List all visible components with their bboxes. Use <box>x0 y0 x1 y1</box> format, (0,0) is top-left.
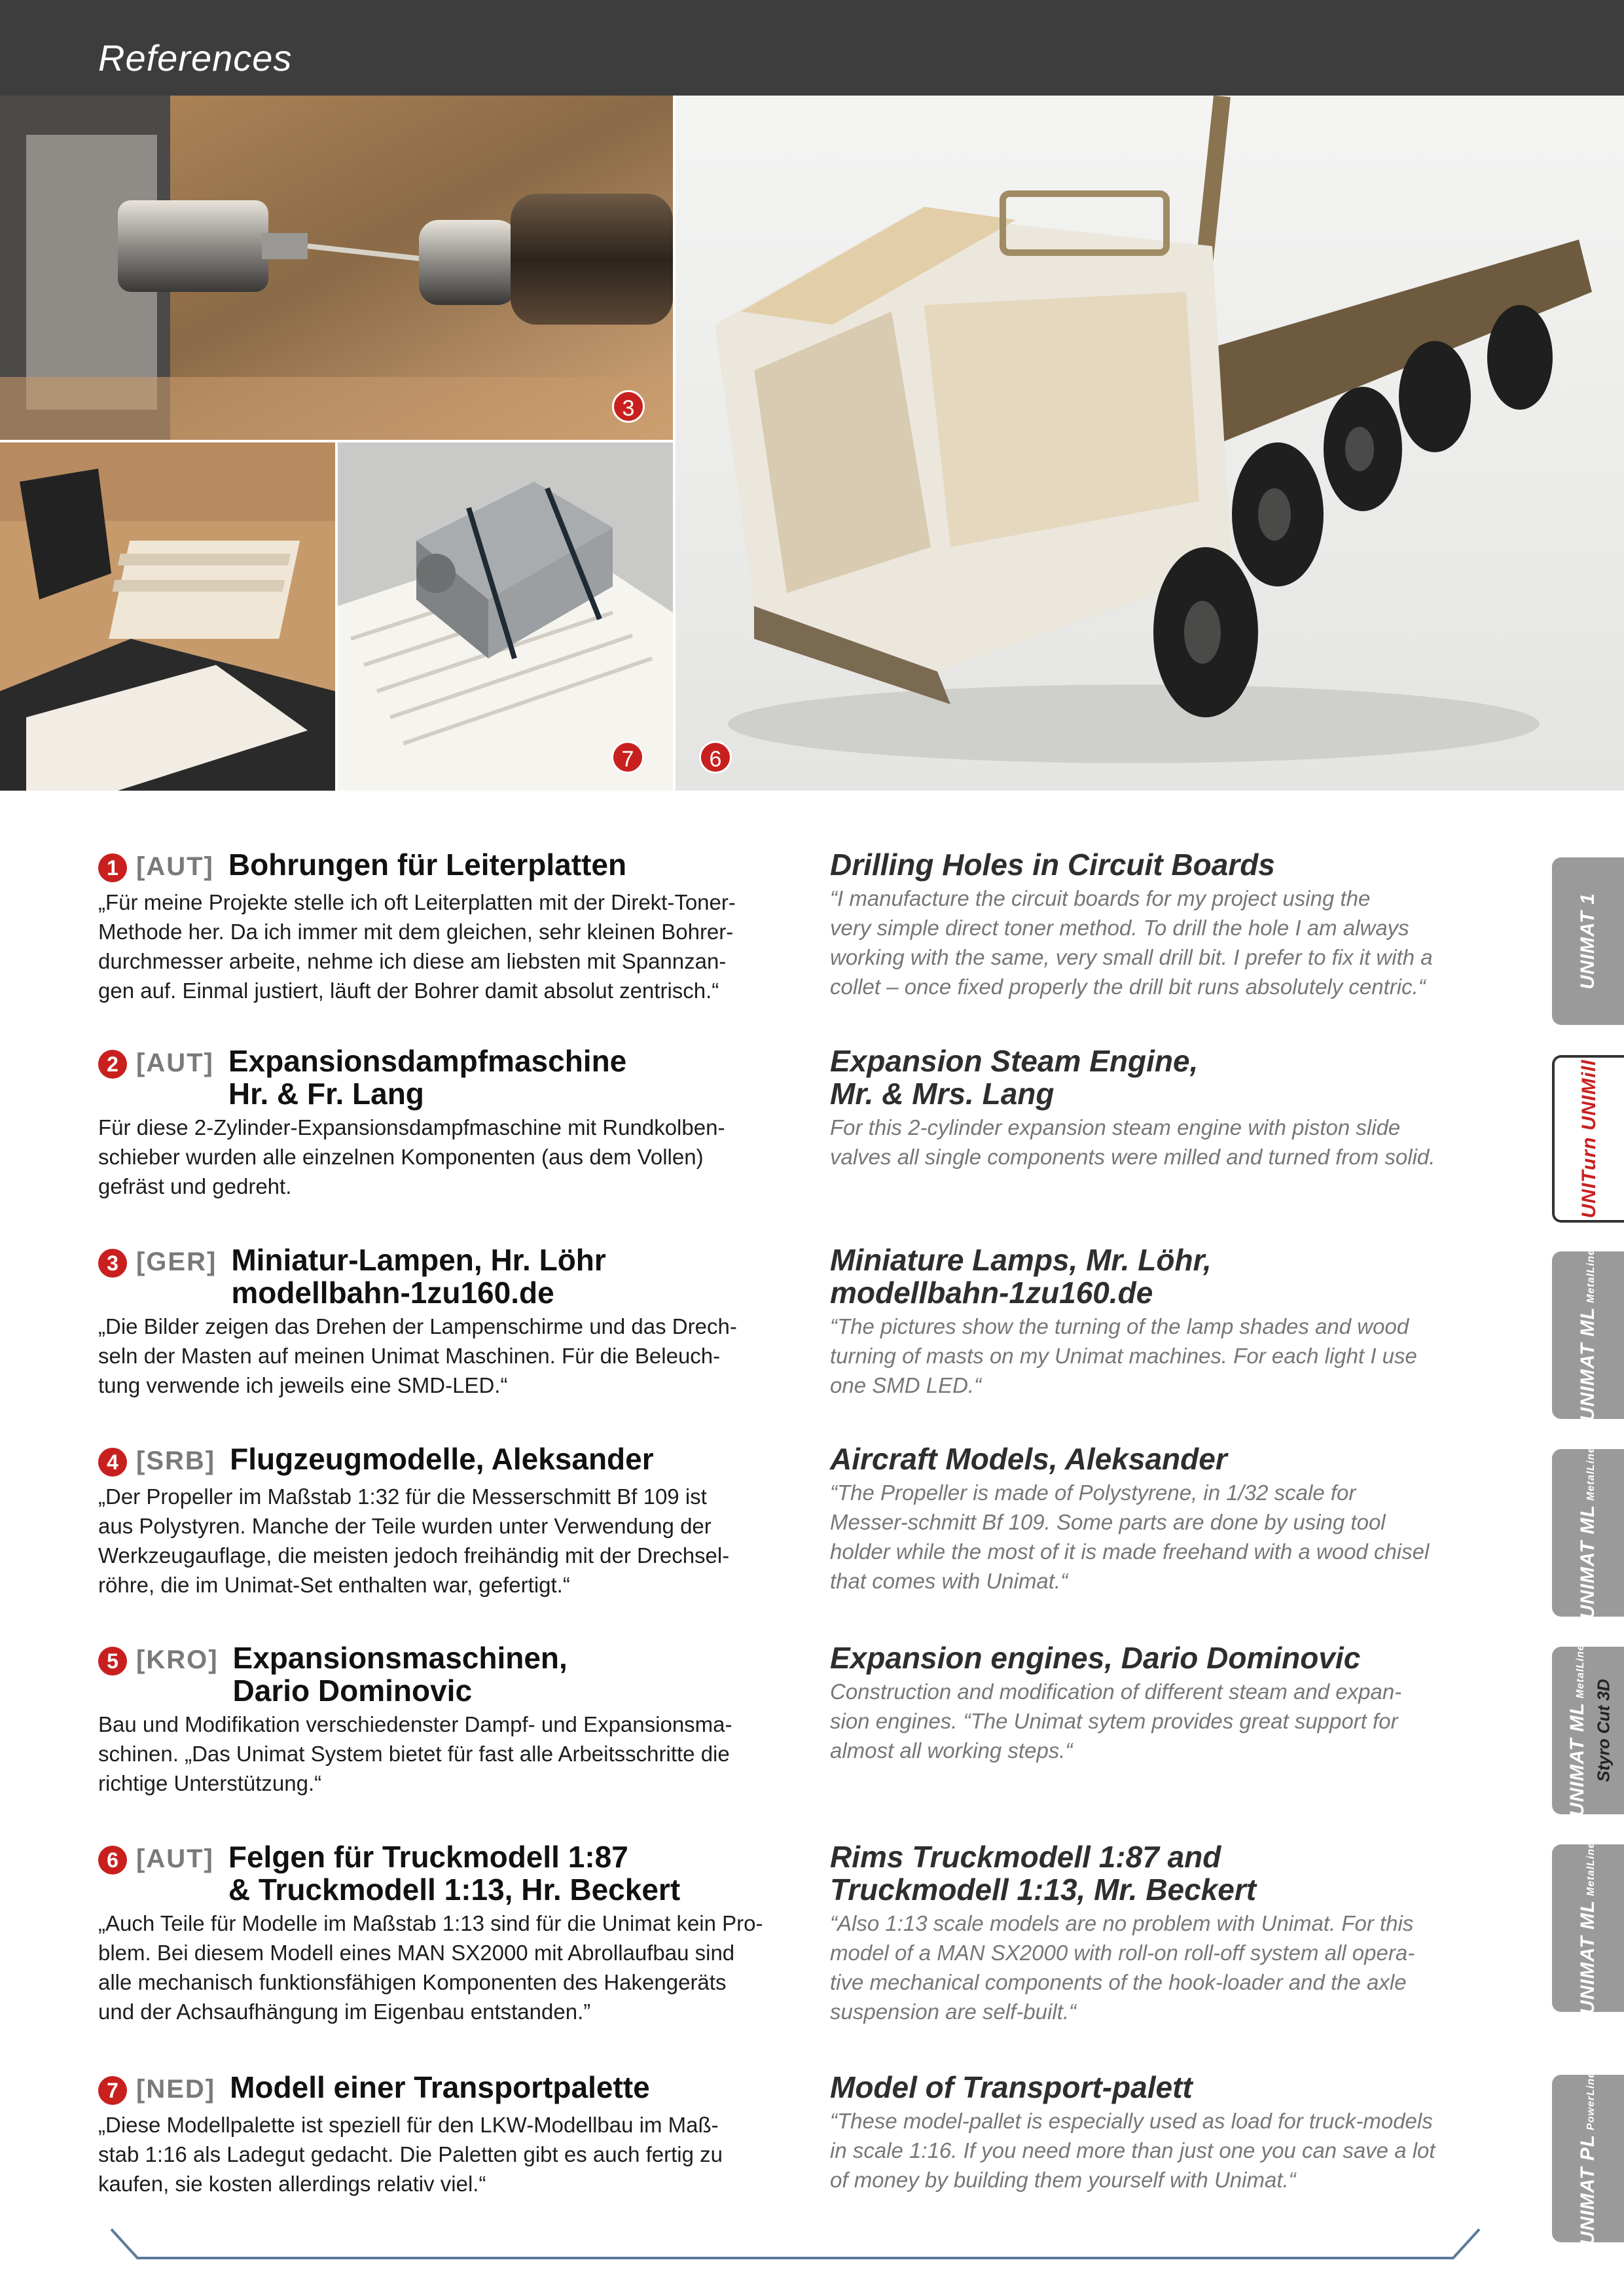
entry-title-de: Flugzeugmodelle, Aleksander <box>230 1442 654 1476</box>
photo-transport-pallet <box>338 442 673 791</box>
photo-pallet-saw <box>0 442 335 791</box>
entry-title-en: Rims Truckmodell 1:87 and Truckmodell 1:13, Mr. Beckert <box>830 1840 1257 1907</box>
entry-text-de: „Die Bilder zeigen das Drehen der Lampenschirme und das Drech- seln der Masten auf meinen Unimat Maschinen. Für die Beleuch- tung verwende ich jeweils eine SMD-LED.“ <box>98 1314 737 1397</box>
country-code: [NED] <box>136 2075 216 2104</box>
entry-text-en: “These model-pallet is especially used as load for truck-models in scale 1:16. If you need more than just one you can save a lot of money by building them yourself with Unimat.“ <box>830 2109 1435 2192</box>
entry-en-6 <box>830 1840 1504 2026</box>
tab-unimat-ml-3[interactable]: UNIMAT MLMetalLine <box>1552 1844 1624 2012</box>
tab-unimat-ml-1[interactable]: UNIMAT MLMetalLine <box>1552 1251 1624 1419</box>
entry-title-en: Expansion engines, Dario Dominovic <box>830 1641 1361 1675</box>
entry-number: 1 <box>98 853 127 882</box>
country-code: [AUT] <box>136 1049 214 1077</box>
entry-title-de: Felgen für Truckmodell 1:87 & Truckmodell 1:13, Hr. Beckert <box>228 1840 681 1907</box>
entry-de-5 <box>98 1641 818 1798</box>
entry-text-de: „Diese Modellpalette ist speziell für den LKW-Modellbau im Maß- stab 1:16 als Ladegut gedacht. Die Paletten gibt es auch fertig zu kaufen, sie kosten allerdings relativ viel.“ <box>98 2113 723 2196</box>
entry-text-de: „Auch Teile für Modelle im Maßstab 1:13 sind für die Unimat kein Pro- blem. Bei diesem Modell eines MAN SX2000 mit Abrollaufbau sind alle mechanisch funktionsfähigen Komponenten des Hakengeräts und der Achsaufhängung im Eigenbau entstanden.” <box>98 1911 763 2024</box>
entry-text-de: Bau und Modifikation verschiedenster Dampf- und Expansionsma- schinen. „Das Unimat System bietet für fast alle Arbeitsschritte die richtige Unterstützung.“ <box>98 1712 732 1795</box>
entry-text-de: „Der Propeller im Maßstab 1:32 für die Messerschmitt Bf 109 ist aus Polystyren. Manche der Teile wurden unter Verwendung der Werkzeugauflage, die meisten jedoch freihändig mit der Drechsel- röhre, die im Unimat-Set enthalten war, gefertigt.“ <box>98 1484 730 1597</box>
entry-title-en: Drilling Holes in Circuit Boards <box>830 848 1275 882</box>
entry-text-en: “Also 1:13 scale models are no problem with Unimat. For this model of a MAN SX2000 with roll-on roll-off system all opera- tive mechanical components of the hook-loader and the axle suspension are self-built.“ <box>830 1911 1415 2024</box>
entry-text-en: Construction and modification of different steam and expan- sion engines. “The Unimat sytem provides great support for almost all working steps.“ <box>830 1679 1402 1763</box>
entry-number: 7 <box>98 2076 127 2105</box>
page-title: References <box>98 37 293 79</box>
footer-divider <box>98 2225 1525 2265</box>
entry-title-en: Miniature Lamps, Mr. Löhr, modellbahn-1zu160.de <box>830 1243 1212 1310</box>
entry-number: 3 <box>98 1249 127 1278</box>
entry-title-de: Modell einer Transportpalette <box>230 2070 650 2104</box>
tab-uniturn-unimill[interactable]: UNITurn UNIMill <box>1552 1055 1624 1223</box>
photo-badge: 6 <box>699 741 732 774</box>
entry-de-7 <box>98 2071 818 2198</box>
entry-title-de: Expansionsdampfmaschine Hr. & Fr. Lang <box>228 1044 627 1111</box>
entry-title-en: Model of Transport-palett <box>830 2070 1193 2104</box>
photo-truck-model <box>676 96 1624 791</box>
entry-number: 6 <box>98 1846 127 1874</box>
entry-text-de: Für diese 2-Zylinder-Expansionsdampfmaschine mit Rundkolben- schieber wurden alle einzelnen Komponenten (aus dem Vollen) gefräst und gedreht. <box>98 1115 725 1198</box>
entry-number: 5 <box>98 1647 127 1676</box>
entry-title-en: Aircraft Models, Aleksander <box>830 1442 1227 1476</box>
entry-number: 4 <box>98 1448 127 1477</box>
entry-en-5 <box>830 1641 1504 1765</box>
entry-en-2 <box>830 1045 1504 1172</box>
page-header <box>0 0 1624 96</box>
entry-en-7 <box>830 2071 1504 2195</box>
entry-text-en: “The pictures show the turning of the lamp shades and wood turning of masts on my Unimat machines. For each light I use one SMD LED.“ <box>830 1314 1417 1397</box>
entry-de-2 <box>98 1045 818 1201</box>
entry-title-de: Miniatur-Lampen, Hr. Löhr modellbahn-1zu160.de <box>231 1243 606 1310</box>
photo-drilling <box>0 96 673 440</box>
country-code: [KRO] <box>136 1645 219 1674</box>
entry-text-de: „Für meine Projekte stelle ich oft Leiterplatten mit der Direkt-Toner- Methode her. Da ich immer mit dem gleichen, sehr kleinen Bohrer- durchmesser arbeite, nehme ich diese am liebsten mit Spannzan- gen auf. Einmal justiert, läuft der Bohrer damit absolut zentrisch.“ <box>98 890 736 1003</box>
entry-text-en: “The Propeller is made of Polystyrene, in 1/32 scale for Messer-schmitt Bf 109. Some parts are done by using tool holder while the most of it is made freehand with a wood chisel that comes with Unimat.“ <box>830 1480 1430 1593</box>
photo-badge: 7 <box>611 741 644 774</box>
entry-de-4 <box>98 1443 818 1600</box>
entry-text-en: “I manufacture the circuit boards for my project using the very simple direct toner method. To drill the hole I am always working with the same, very small drill bit. I prefer to fix it with a collet – once fixed properly the drill bit runs absolutely centric.“ <box>830 886 1433 999</box>
country-code: [GER] <box>136 1247 217 1276</box>
photo-badge: 3 <box>612 390 645 423</box>
country-code: [AUT] <box>136 852 214 881</box>
entry-en-1 <box>830 848 1504 1001</box>
entry-text-en: For this 2-cylinder expansion steam engine with piston slide valves all single components were milled and turned from solid. <box>830 1115 1435 1169</box>
entry-de-1 <box>98 848 818 1005</box>
tab-unimat-pl[interactable]: UNIMAT PLPowerLine <box>1552 2075 1624 2242</box>
tab-unimat-ml-styrocut[interactable]: UNIMAT MLMetalLine Styro Cut 3D <box>1552 1647 1624 1814</box>
country-code: [SRB] <box>136 1446 216 1475</box>
entry-title-de: Expansionsmaschinen, Dario Dominovic <box>232 1641 568 1708</box>
entry-en-3 <box>830 1244 1504 1400</box>
tab-unimat-ml-2[interactable]: UNIMAT MLMetalLine <box>1552 1449 1624 1617</box>
entry-de-3 <box>98 1244 818 1400</box>
entry-de-6 <box>98 1840 818 2026</box>
entry-en-4 <box>830 1443 1504 1596</box>
entry-title-de: Bohrungen für Leiterplatten <box>228 848 627 882</box>
entry-number: 2 <box>98 1050 127 1079</box>
tab-unimat-1[interactable]: UNIMAT 1 <box>1552 857 1624 1025</box>
country-code: [AUT] <box>136 1844 214 1873</box>
entry-title-en: Expansion Steam Engine, Mr. & Mrs. Lang <box>830 1044 1199 1111</box>
